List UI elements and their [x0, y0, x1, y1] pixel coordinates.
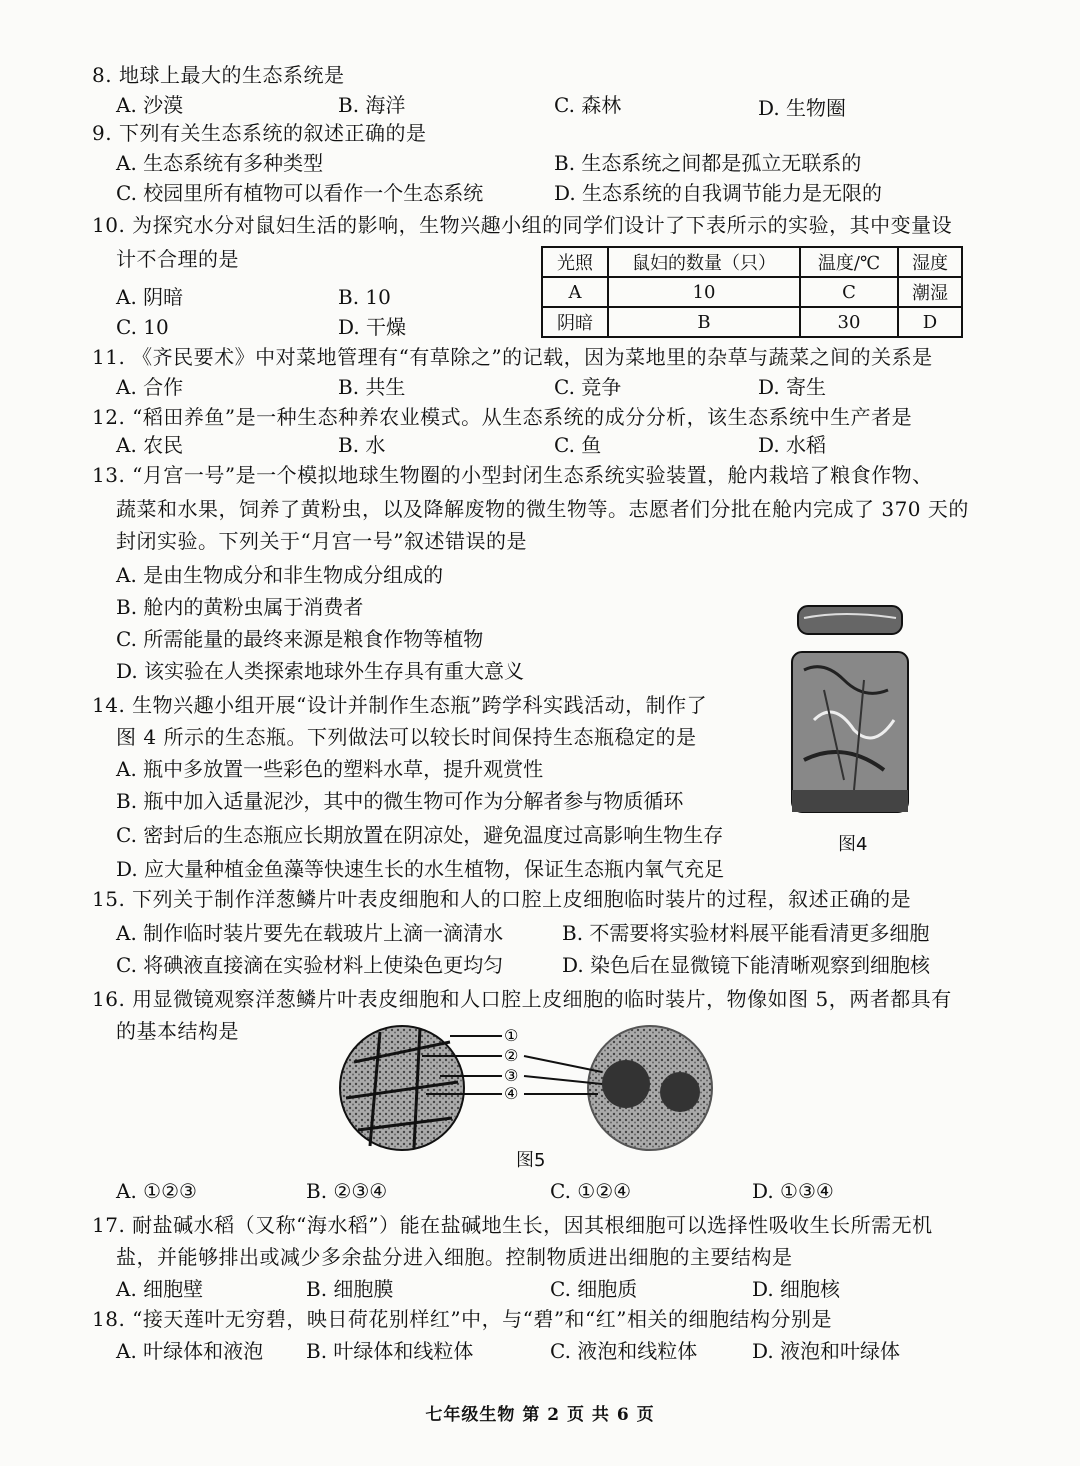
page-footer: 七年级生物 第 2 页 共 6 页	[425, 1405, 655, 1425]
q13-option-b: B. 舱内的黄粉虫属于消费者	[116, 595, 364, 619]
q17-option-a: A. 细胞壁	[116, 1277, 204, 1301]
q8-option-c: C. 森林	[554, 93, 622, 117]
q17-stem-line1: 17. 耐盐碱水稻（又称“海水稻”）能在盐碱地生长，因其根细胞可以选择性吸收生长所需无机	[92, 1213, 933, 1237]
q11-option-c: C. 竞争	[554, 375, 622, 399]
q16-stem-line1: 16. 用显微镜观察洋葱鳞片叶表皮细胞和人口腔上皮细胞的临时装片，物像如图 5，两者都具有	[92, 987, 952, 1011]
q16-option-a: A. ①②③	[116, 1179, 197, 1203]
q12-option-c: C. 鱼	[554, 433, 602, 457]
q11-option-d: D. 寄生	[758, 375, 827, 399]
q11-stem: 11. 《齐民要术》中对菜地管理有“有草除之”的记载，因为菜地里的杂草与蔬菜之间的关系是	[92, 345, 933, 369]
table-cell: B	[608, 307, 800, 337]
q18-stem: 18. “接天莲叶无穷碧，映日荷花别样红”中，与“碧”和“红”相关的细胞结构分别是	[92, 1307, 833, 1331]
q12-option-b: B. 水	[338, 433, 386, 457]
q9-option-a: A. 生态系统有多种类型	[116, 151, 324, 175]
cell-micrograph-figure	[330, 1022, 730, 1152]
structure-label-2: ②	[504, 1046, 519, 1065]
q15-option-b: B. 不需要将实验材料展平能看清更多细胞	[562, 921, 930, 945]
q16-stem-line2: 的基本结构是	[116, 1019, 239, 1043]
q14-stem-line2: 图 4 所示的生态瓶。下列做法可以较长时间保持生态瓶稳定的是	[116, 725, 697, 749]
q8-option-d: D. 生物圈	[758, 96, 847, 120]
q10-option-b: B. 10	[338, 285, 391, 309]
table-cell: C	[800, 277, 898, 307]
q10-stem-line2: 计不合理的是	[116, 247, 239, 271]
q16-option-c: C. ①②④	[550, 1179, 632, 1203]
q9-stem: 9. 下列有关生态系统的叙述正确的是	[92, 121, 427, 145]
q12-stem: 12. “稻田养鱼”是一种生态种养农业模式。从生态系统的成分分析，该生态系统中生产者是	[92, 405, 913, 429]
table-cell: 阴暗	[542, 307, 608, 337]
table-header-cell: 湿度	[898, 247, 962, 277]
table-cell: 潮湿	[898, 277, 962, 307]
table-cell: D	[898, 307, 962, 337]
q16-option-b: B. ②③④	[306, 1179, 388, 1203]
structure-label-3: ③	[504, 1066, 519, 1085]
q18-option-a: A. 叶绿体和液泡	[116, 1339, 264, 1363]
q15-stem: 15. 下列关于制作洋葱鳞片叶表皮细胞和人的口腔上皮细胞临时装片的过程，叙述正确的是	[92, 887, 912, 911]
q14-option-c: C. 密封后的生态瓶应长期放置在阴凉处，避免温度过高影响生物生存	[116, 823, 724, 847]
q8-option-b: B. 海洋	[338, 93, 406, 117]
q10-experiment-table	[541, 246, 963, 338]
q15-option-c: C. 将碘液直接滴在实验材料上使染色更均匀	[116, 953, 504, 977]
q18-option-b: B. 叶绿体和线粒体	[306, 1339, 474, 1363]
table-row	[542, 277, 962, 307]
q13-option-c: C. 所需能量的最终来源是粮食作物等植物	[116, 627, 484, 651]
table-cell: 30	[800, 307, 898, 337]
q15-option-a: A. 制作临时装片要先在载玻片上滴一滴清水	[116, 921, 504, 945]
q17-option-b: B. 细胞膜	[306, 1277, 394, 1301]
q13-stem-line1: 13. “月宫一号”是一个模拟地球生物圈的小型封闭生态系统实验装置，舱内栽培了粮食作物、	[92, 463, 933, 487]
q8-stem: 8. 地球上最大的生态系统是	[92, 63, 345, 87]
structure-label-1: ①	[504, 1026, 519, 1045]
q10-option-d: D. 干燥	[338, 315, 407, 339]
table-cell: 10	[608, 277, 800, 307]
ecological-bottle-figure	[784, 600, 914, 820]
table-row	[542, 307, 962, 337]
q13-option-d: D. 该实验在人类探索地球外生存具有重大意义	[116, 659, 525, 683]
q17-option-c: C. 细胞质	[550, 1277, 638, 1301]
q12-option-d: D. 水稻	[758, 433, 827, 457]
figure-5-caption: 图5	[516, 1150, 546, 1171]
q14-stem-line1: 14. 生物兴趣小组开展“设计并制作生态瓶”跨学科实践活动，制作了	[92, 693, 708, 717]
q9-option-d: D. 生态系统的自我调节能力是无限的	[554, 181, 883, 205]
q9-option-c: C. 校园里所有植物可以看作一个生态系统	[116, 181, 484, 205]
figure-4-caption: 图4	[838, 834, 868, 855]
q13-stem-line2: 蔬菜和水果，饲养了黄粉虫，以及降解废物的微生物等。志愿者们分批在舱内完成了 370 天的	[116, 497, 969, 521]
q10-option-c: C. 10	[116, 315, 169, 339]
q17-option-d: D. 细胞核	[752, 1277, 841, 1301]
table-header-cell: 温度/℃	[800, 247, 898, 277]
table-header-row	[542, 247, 962, 277]
q18-option-c: C. 液泡和线粒体	[550, 1339, 698, 1363]
q13-option-a: A. 是由生物成分和非生物成分组成的	[116, 563, 444, 587]
q17-stem-line2: 盐，并能够排出或减少多余盐分进入细胞。控制物质进出细胞的主要结构是	[116, 1245, 793, 1269]
q10-option-a: A. 阴暗	[116, 285, 184, 309]
q10-stem-line1: 10. 为探究水分对鼠妇生活的影响，生物兴趣小组的同学们设计了下表所示的实验，其中变量设	[92, 213, 953, 237]
q14-option-b: B. 瓶中加入适量泥沙，其中的微生物可作为分解者参与物质循环	[116, 789, 684, 813]
table-header-cell: 光照	[542, 247, 608, 277]
q8-option-a: A. 沙漠	[116, 93, 184, 117]
q9-option-b: B. 生态系统之间都是孤立无联系的	[554, 151, 862, 175]
q13-stem-line3: 封闭实验。下列关于“月宫一号”叙述错误的是	[116, 529, 527, 553]
table-header-cell: 鼠妇的数量（只）	[608, 247, 800, 277]
q14-option-a: A. 瓶中多放置一些彩色的塑料水草，提升观赏性	[116, 757, 544, 781]
q11-option-a: A. 合作	[116, 375, 184, 399]
table-cell: A	[542, 277, 608, 307]
q12-option-a: A. 农民	[116, 433, 184, 457]
q11-option-b: B. 共生	[338, 375, 406, 399]
q18-option-d: D. 液泡和叶绿体	[752, 1339, 901, 1363]
q15-option-d: D. 染色后在显微镜下能清晰观察到细胞核	[562, 953, 931, 977]
structure-label-4: ④	[504, 1084, 519, 1103]
q16-option-d: D. ①③④	[752, 1179, 834, 1203]
q14-option-d: D. 应大量种植金鱼藻等快速生长的水生植物，保证生态瓶内氧气充足	[116, 857, 725, 881]
